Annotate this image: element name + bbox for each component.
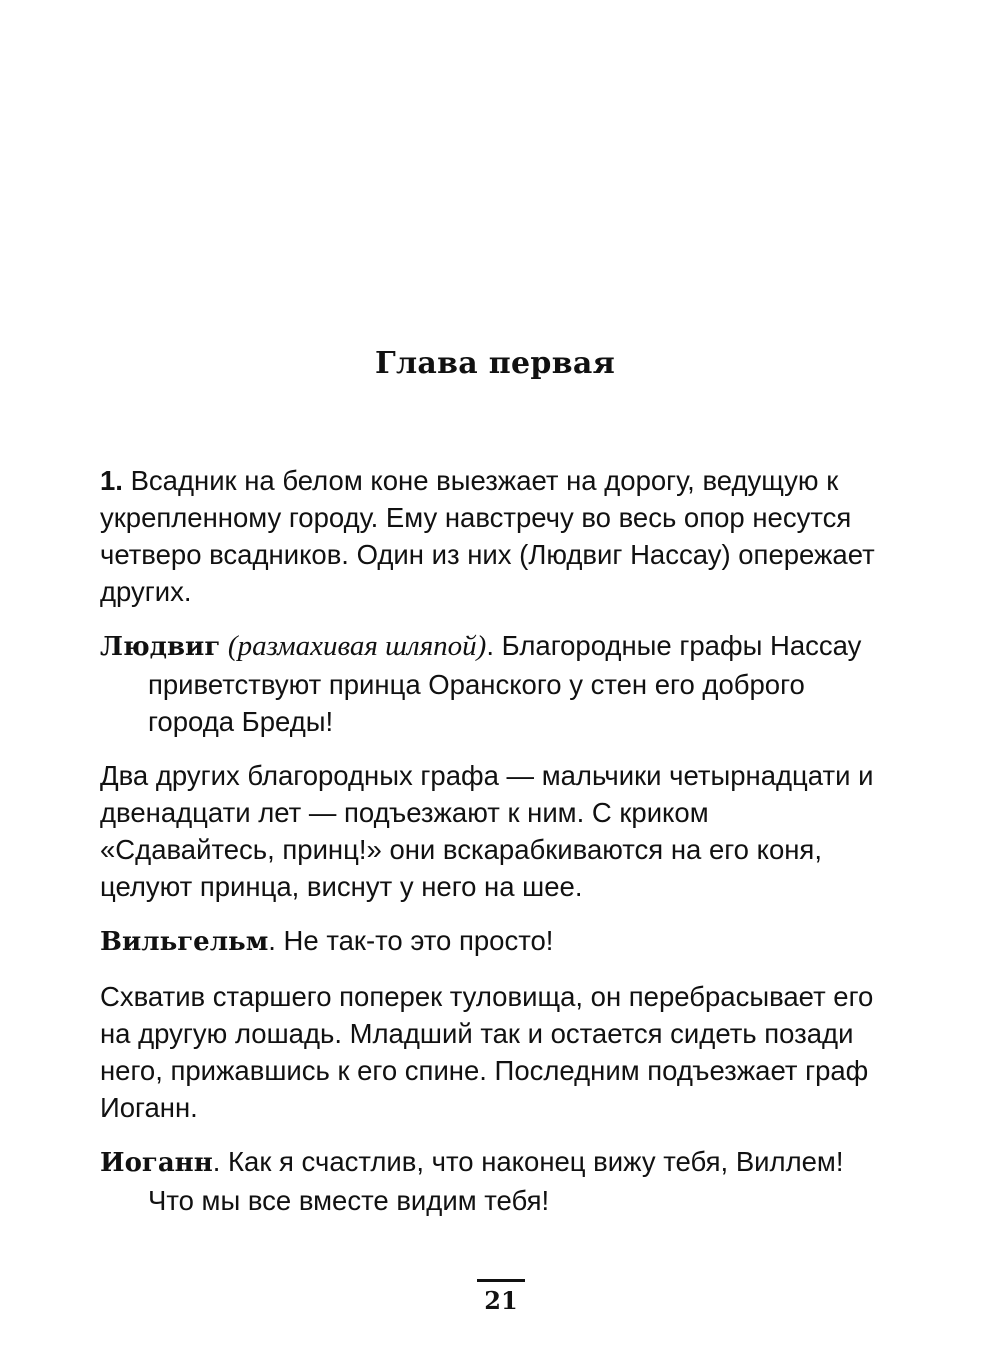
- speech-johann: [100, 1143, 890, 1219]
- paragraph-number: 1.: [100, 465, 123, 496]
- paragraph-2: [100, 757, 890, 905]
- paragraph-text: Схватив старшего поперек туловища, он перебрасывает его на другую лошадь. Младший так и остается сидеть позади него, прижавшись к его спине. Последним подъезжает граф Иоганн.: [100, 981, 874, 1123]
- page-number: 21: [484, 1286, 518, 1315]
- body-text: [100, 462, 890, 1236]
- speech-text: . Благородные графы Нассау приветствуют принца Оранского у стен его доброго города Бреды!: [148, 630, 862, 737]
- paragraph-3: [100, 978, 890, 1126]
- speech-ludwig: [100, 627, 890, 740]
- footer-rule: [477, 1279, 525, 1282]
- stage-remark: (размахивая шляпой): [227, 630, 487, 662]
- paragraph-text: Всадник на белом коне выезжает на дорогу, ведущую к укрепленному городу. Ему навстречу во весь опор несутся четверо всадников. Один из них (Людвиг Нассау) опережает других.: [100, 465, 875, 607]
- speech-text: . Как я счастлив, что наконец вижу тебя, Виллем! Что мы все вместе видим тебя!: [148, 1146, 844, 1216]
- paragraph-1: [100, 462, 890, 610]
- speech-wilhelm: [100, 922, 890, 961]
- speaker-name: Людвиг: [100, 632, 221, 662]
- speaker-name: Вильгельм: [100, 927, 269, 957]
- speech-text: . Не так-то это просто!: [268, 925, 554, 956]
- paragraph-text: Два других благородных графа — мальчики четырнадцати и двенадцати лет — подъезжают к ним. С криком «Сдавайтесь, принц!» они вскарабкиваются на его коня, целуют принца, виснут у него на шее.: [100, 760, 874, 902]
- chapter-title: Глава первая: [374, 346, 616, 381]
- speaker-name: Иоганн: [100, 1148, 213, 1178]
